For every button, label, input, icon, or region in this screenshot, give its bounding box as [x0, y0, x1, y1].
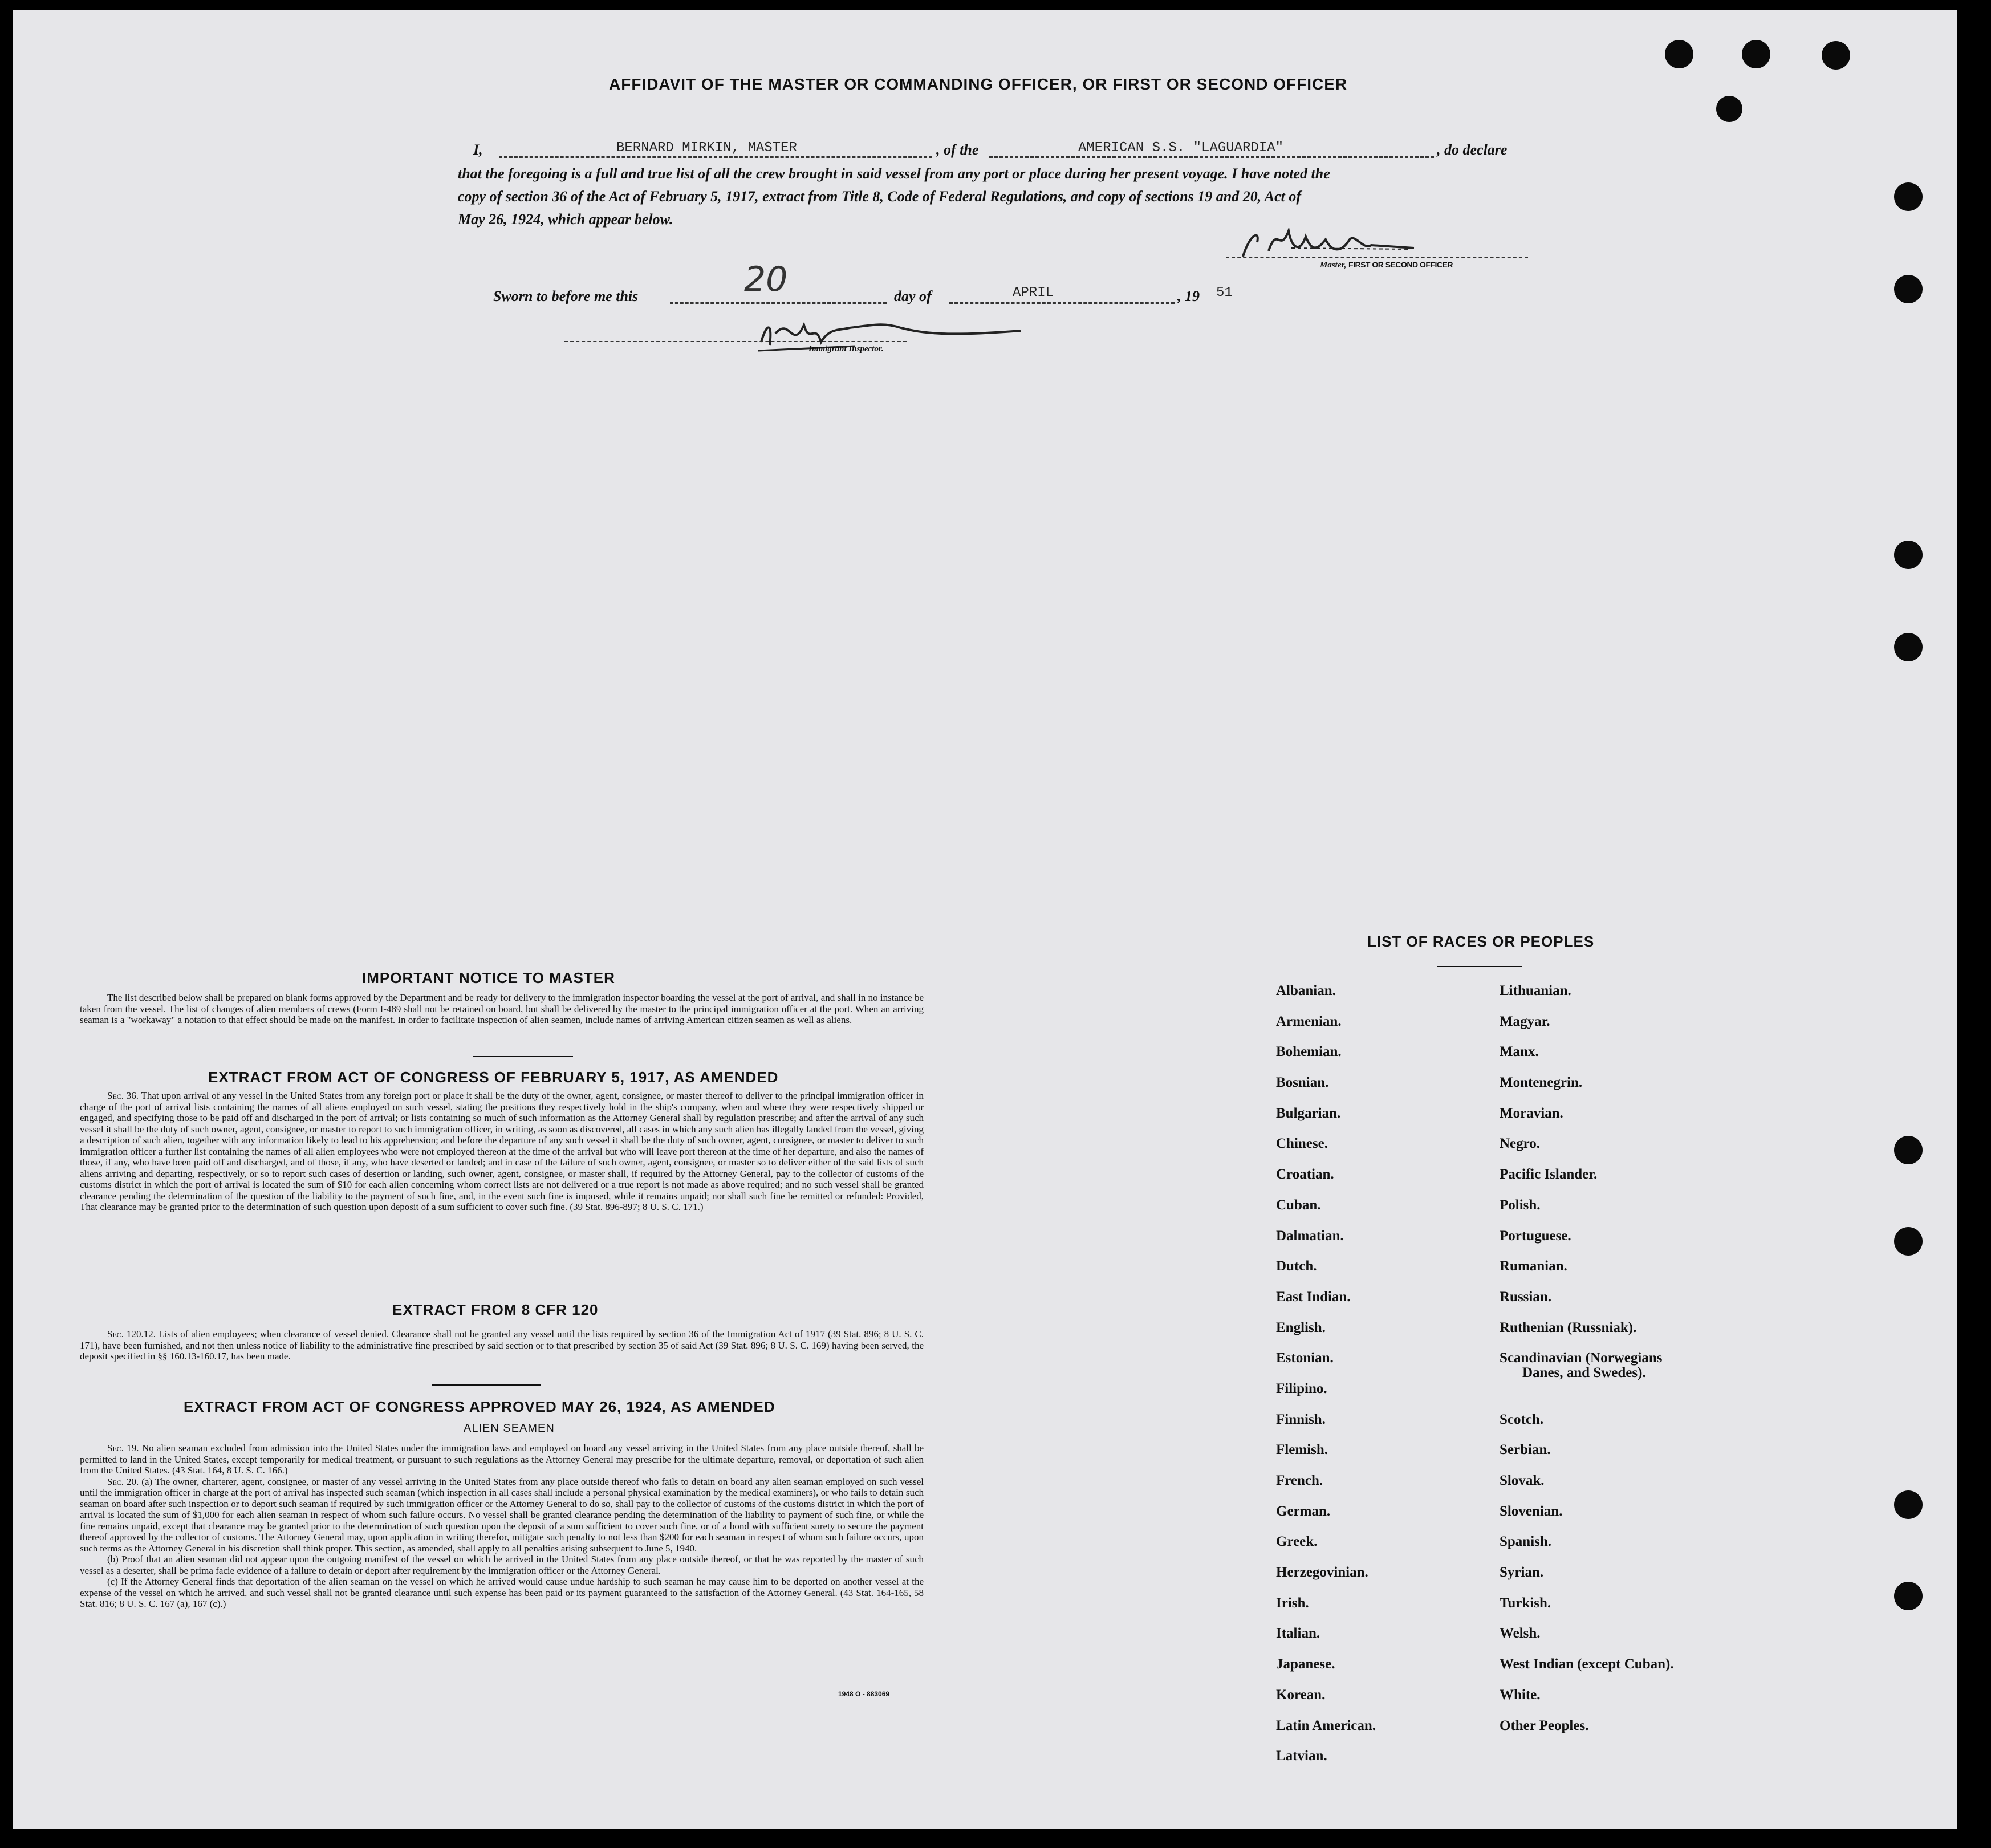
race-item: Dalmatian.: [1276, 1228, 1344, 1244]
race-item: Croatian.: [1276, 1167, 1334, 1183]
race-item: Slovak.: [1500, 1473, 1545, 1489]
divider: [1437, 966, 1522, 967]
affiant-label: I,: [473, 141, 483, 158]
notice-body: [80, 992, 924, 1026]
races-column-1: [1276, 983, 1376, 1779]
race-item: West Indian (except Cuban).: [1500, 1656, 1674, 1672]
sworn-month-field: APRIL: [1010, 285, 1056, 300]
sworn-label: Sworn to before me this: [493, 288, 639, 304]
race-item: Bulgarian.: [1276, 1105, 1341, 1121]
notice-paragraph: The list described below shall be prepared on blank forms approved by the Department and be ready for delivery to the immigration inspector boarding the vessel at the port of arrival, and shall in no instance be taken from the vessel. The list of changes of alien members of crews (Form I-489 shall not be retained on board, but shall be delivered by the master to the principal immigration officer at the port. When an arriving seaman is a "workaway" a notation to that effect should be made on the manifest. In order to facilitate inspection of alien seamen, include names of arriving American citizen seamen as well as aliens.: [80, 992, 924, 1025]
affidavit-line: copy of section 36 of the Act of February 5, 1917, extract from Title 8, Code of Federal Regulations, and copy of sections 19 and 20, Act of: [458, 188, 1301, 205]
master-signature: [1226, 220, 1534, 265]
race-item: Serbian.: [1500, 1442, 1551, 1458]
section-text: Lists of alien employees; when clearance of vessel denied. Clearance shall not be granted any vessel until the lists required by section 36 of the Immigration Act of 1917 (39 Stat. 896; 8 U. S. C. 171), have been furnished, and not then unless notice of liability to the administrative fine prescribed by said section or to that prescribed by section 35 of said Act (39 Stat. 896; 8 U. S. C. 169) having been served, the deposit specified in §§ 160.13-160.17, has been made.: [80, 1329, 924, 1362]
cfr-heading: EXTRACT FROM 8 CFR 120: [392, 1301, 599, 1318]
race-item: Other Peoples.: [1500, 1717, 1589, 1733]
race-item: French.: [1276, 1473, 1323, 1488]
cfr-body: [80, 1329, 924, 1362]
divider: [473, 1056, 573, 1057]
master-name-field: BERNARD MIRKIN, MASTER: [613, 140, 801, 156]
do-declare-label: , do declare: [1437, 141, 1508, 158]
section-label: Sec. 19.: [107, 1443, 139, 1453]
race-item: Albanian.: [1276, 983, 1336, 998]
punch-hole: [1894, 1136, 1923, 1164]
punch-hole: [1894, 1227, 1923, 1256]
race-item: Greek.: [1276, 1534, 1318, 1550]
race-item: Bohemian.: [1276, 1044, 1342, 1060]
section-text: (c) If the Attorney General finds that deportation of the alien seaman on the vessel on which he arrived would cause undue hardship to such seaman he may cause him to be deported on another vessel at the expense of the vessel on which he arrived, and such vessel shall not be granted clearance until such expense has been paid or its payment guaranteed to the satisfaction of the Attorney General. (43 Stat. 164-165, 58 Stat. 816; 8 U. S. C. 167 (a), 167 (c).): [80, 1576, 924, 1609]
race-item: Flemish.: [1276, 1442, 1328, 1458]
race-item: Irish.: [1276, 1595, 1309, 1611]
race-item: Filipino.: [1276, 1380, 1327, 1396]
punch-hole: [1742, 40, 1770, 68]
sworn-year-suffix: 51: [1216, 285, 1233, 300]
race-item: Manx.: [1500, 1044, 1539, 1060]
race-item: Scandinavian (Norwegians: [1500, 1350, 1663, 1366]
race-item: Montenegrin.: [1500, 1075, 1583, 1091]
master-signature-line: [1226, 257, 1528, 258]
race-item: Dutch.: [1276, 1258, 1317, 1274]
section-text: (a) The owner, charterer, agent, consignee, or master of any vessel arriving in the United States from any place outside thereof who fails to detain on board any alien seaman employed on such vessel until the immigration officer in charge at the port of arrival has inspected such seaman (which inspection in all cases shall include a personal physical examination by the medical examiners), or who fails to detain such seaman on board after such inspection or to deport such seaman if required by such immigration officer or the Attorney General to do so, shall pay to the collector of customs of the customs district in which the port of arrival is located the sum of $1,000 for each alien seaman in respect of whom such failure occurs. No vessel shall be granted clearance pending the determination of the liability to payment of such fine, or while the fine remains unpaid, except that clearance may be granted prior to the determination of such question upon the deposit of a sum sufficient to cover such fine, or of a bond with sufficient surety to secure the payment thereof approved by the collector of customs. The Attorney General may, upon application in writing therefor, mitigate such penalty to not less than $200 for each seaman in respect of whom such failure occurs, upon such terms as the Attorney General in his discretion shall think proper. This section, as amended, shall apply to all penalties arising subsequent to June 5, 1940.: [80, 1476, 924, 1554]
race-item: German.: [1276, 1503, 1331, 1519]
punch-hole: [1665, 40, 1693, 68]
print-code: 1948 O - 883069: [838, 1690, 890, 1698]
section-text: No alien seaman excluded from admission into the United States under the immigration laws and employed on board any vessel arriving in the United States from any place outside thereof, shall be permitted to land in the United States, except temporarily for medical treatment, or pursuant to such regulations as the Attorney General may prescribe for the ultimate departure, removal, or deportation of such alien from the United States. (43 Stat. 164, 8 U. S. C. 166.): [80, 1443, 924, 1476]
inspector-signature-line: [564, 341, 907, 342]
section-text: (b) Proof that an alien seaman did not appear upon the outgoing manifest of the vessel on which he arrived in the United States from any place outside thereof, or that he was reported by the master of such vessel as a deserter, shall be prima facie evidence of a failure to detain or deport after requirement by the immigration officer or the Attorney General.: [80, 1554, 924, 1576]
race-item: Spanish.: [1500, 1534, 1552, 1550]
day-of-label: day of: [894, 288, 932, 304]
extract-1917-body: [80, 1090, 924, 1213]
race-item: Turkish.: [1500, 1595, 1551, 1611]
master-title-caption: [1320, 260, 1453, 270]
race-item: Scotch.: [1500, 1411, 1544, 1427]
race-item: Lithuanian.: [1500, 983, 1571, 998]
of-the-label: , of the: [936, 141, 979, 158]
affidavit-line: that the foregoing is a full and true list of all the crew brought in said vessel from any port or place during her present voyage. I have noted the: [458, 165, 1330, 182]
race-item: Japanese.: [1276, 1656, 1335, 1672]
vessel-name-field: AMERICAN S.S. "LAGUARDIA": [1075, 140, 1287, 156]
race-item: Portuguese.: [1500, 1228, 1571, 1244]
race-item: English.: [1276, 1319, 1326, 1335]
races-heading: LIST OF RACES OR PEOPLES: [1367, 933, 1595, 950]
race-item: Latvian.: [1276, 1748, 1327, 1764]
section-label: Sec. 36.: [107, 1090, 139, 1101]
sworn-day-handwritten: 20: [744, 259, 788, 299]
punch-hole: [1894, 1582, 1923, 1610]
day-blank-line: [670, 302, 887, 304]
race-item: Polish.: [1500, 1197, 1541, 1213]
name-blank-line: [499, 156, 932, 158]
section-text: That upon arrival of any vessel in the United States from any foreign port or place it shall be the duty of the owner, agent, consignee, or master thereof to deliver to the principal immigration officer in charge of the port of arrival lists containing the names of all aliens employed on such vessel, stating the positions they respectively hold in the ship's company, when and where they were respectively shipped or engaged, and specifying those to be paid off and discharged in the port of arrival; or lists containing so much of such information as the Attorney General shall by regulation prescribe; and after the arrival of any such vessel it shall be the duty of such owner, agent, consignee, or master to report to such immigration officer, in writing, as soon as discovered, all cases in which any such alien has illegally landed from the vessel, giving a description of such alien, together with any information likely to lead to his apprehension; and before the departure of any such vessel it shall be the duty of such owner, agent, consignee, or master to deliver to such immigration officer a further list containing the names of all alien employees who were not employed thereon at the time of the arrival but who will leave port thereon at the time of her departure, and also the names of those, if any, who have been paid off and discharged, and of those, if any, who have deserted or landed; and in case of the failure of such owner, agent, consignee, or master so to deliver either of the said lists of such aliens arriving and departing, respectively, or so to report such cases of desertion or landing, such owner, agent, consignee, or master shall, if required by the Attorney General, pay to the collector of customs of the customs district in which the port of arrival is located the sum of $10 for each alien concerning whom correct lists are not delivered or a true report is not made as above required; and no such vessel shall be granted clearance pending the determination of the question of the liability to the payment of such fine, and, in the event such fine is imposed, while it remains unpaid; nor shall such fine be remitted or refunded: Provided, That clearance may be granted prior to the determination of such question upon deposit of a sum sufficient to cover such fine. (39 Stat. 896-897; 8 U. S. C. 171.): [80, 1090, 924, 1212]
race-item: Welsh.: [1500, 1626, 1541, 1642]
race-item: Danes, and Swedes).: [1522, 1365, 1646, 1381]
race-item: East Indian.: [1276, 1289, 1351, 1305]
race-item: Rumanian.: [1500, 1258, 1567, 1274]
affidavit-line: May 26, 1924, which appear below.: [458, 211, 673, 228]
extract-1917-heading: EXTRACT FROM ACT OF CONGRESS OF FEBRUARY 5, 1917, AS AMENDED: [208, 1069, 779, 1086]
section-label: Sec. 120.12.: [107, 1329, 156, 1339]
alien-seamen-subheading: ALIEN SEAMEN: [464, 1422, 555, 1435]
race-item: Russian.: [1500, 1289, 1552, 1305]
race-item: Herzegovinian.: [1276, 1565, 1368, 1581]
punch-hole: [1894, 182, 1923, 211]
race-item: Ruthenian (Russniak).: [1500, 1319, 1637, 1335]
race-item: Bosnian.: [1276, 1075, 1329, 1091]
race-item: Slovenian.: [1500, 1503, 1563, 1519]
race-item: Finnish.: [1276, 1411, 1326, 1427]
year-prefix-label: , 19: [1177, 288, 1200, 304]
race-item: White.: [1500, 1687, 1541, 1703]
master-label: Master,: [1320, 261, 1347, 270]
race-item: Cuban.: [1276, 1197, 1321, 1213]
race-item: Negro.: [1500, 1136, 1541, 1152]
notice-heading: IMPORTANT NOTICE TO MASTER: [362, 969, 615, 986]
race-item: Latin American.: [1276, 1717, 1376, 1733]
inspector-caption: Immigrant Inspector.: [808, 344, 884, 354]
race-item: Moravian.: [1500, 1105, 1563, 1121]
race-item: Armenian.: [1276, 1013, 1342, 1029]
races-column-2: [1500, 983, 1674, 1748]
race-item: Magyar.: [1500, 1013, 1550, 1029]
punch-hole: [1894, 633, 1923, 661]
punch-hole: [1894, 1490, 1923, 1519]
punch-hole: [1894, 541, 1923, 569]
race-item: Chinese.: [1276, 1136, 1328, 1152]
section-label: Sec. 20.: [107, 1476, 139, 1487]
race-item: Italian.: [1276, 1626, 1320, 1642]
race-item: Estonian.: [1276, 1350, 1334, 1366]
punch-hole: [1822, 41, 1850, 70]
affidavit-title: AFFIDAVIT OF THE MASTER OR COMMANDING OFFICER, OR FIRST OR SECOND OFFICER: [609, 75, 1348, 93]
race-item: Pacific Islander.: [1500, 1167, 1598, 1183]
extract-1924-body: [80, 1443, 924, 1610]
divider: [432, 1384, 541, 1386]
extract-1924-heading: EXTRACT FROM ACT OF CONGRESS APPROVED MAY 26, 1924, AS AMENDED: [184, 1398, 775, 1415]
month-blank-line: [949, 302, 1175, 304]
struck-officer-text: FIRST OR SECOND OFFICER: [1348, 260, 1453, 269]
race-item: Syrian.: [1500, 1565, 1544, 1581]
punch-hole: [1716, 96, 1742, 122]
race-item: Korean.: [1276, 1687, 1326, 1703]
punch-hole: [1894, 275, 1923, 303]
inspector-signature: [736, 311, 1032, 359]
vessel-blank-line: [989, 156, 1434, 158]
